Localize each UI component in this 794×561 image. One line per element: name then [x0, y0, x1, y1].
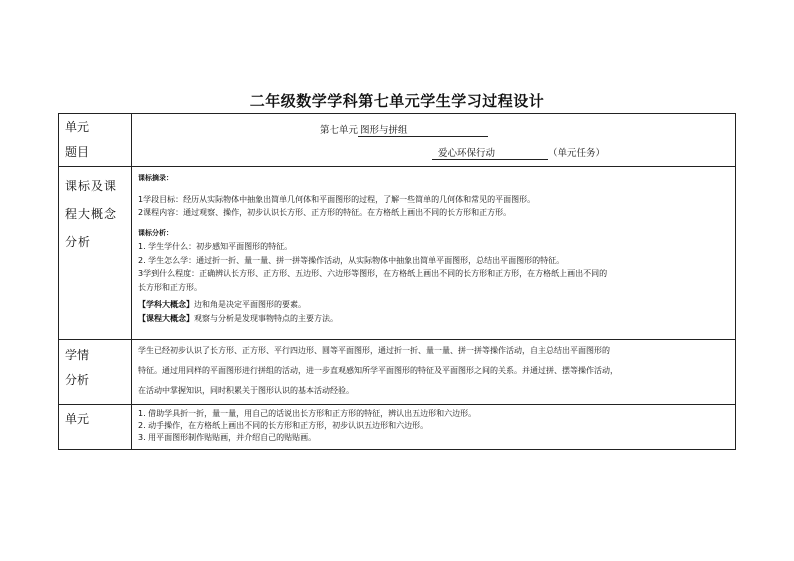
course-concept: [138, 312, 731, 326]
unit-label-line1: 单元: [65, 120, 90, 134]
unit-goals-label: [59, 405, 132, 450]
unit-goals-label-line1: 单元: [65, 412, 90, 426]
subject-concept-tag: 【学科大概念】: [138, 300, 194, 309]
analysis-item-1: 1. 学生学什么：初步感知平面图形的特征。: [138, 242, 293, 251]
unit-prefix: 第七单元: [320, 125, 359, 136]
standards-goal-1: 1学段目标：经历从实际物体中抽象出简单几何体和平面图形的过程，了解一些简单的几何体和常见的平面图形。: [138, 194, 536, 204]
unit-name-line: [320, 122, 488, 137]
analysis-item-2: 2. 学生怎么学：通过折一折、量一量、拼一拼等操作活动，从实际物体中抽象出简单平面图形，总结出平面图形的特征。: [138, 255, 565, 265]
unit-title-row: [59, 114, 736, 167]
curriculum-content: [132, 167, 736, 340]
situation-line-3: 在活动中掌握知识，同时积累关于图形认识的基本活动经验。: [138, 386, 354, 395]
situation-line-1: 学生已经初步认识了长方形、正方形、平行四边形、圆等平面图形，通过折一折、量一量、拼一拼等操作活动，自主总结出平面图形的: [138, 346, 610, 355]
situation-content: [132, 340, 736, 405]
unit-title-content: [132, 114, 736, 167]
course-concept-text: 观察与分析是发现事物特点的主要方法。: [194, 313, 338, 323]
analysis-heading: 课标分析：: [138, 228, 173, 237]
standards-heading: 课标摘录：: [138, 174, 173, 182]
situation-row: [59, 340, 736, 405]
subject-concept: [138, 298, 731, 312]
curriculum-label: [59, 167, 132, 340]
unit-goal-3: 3. 用平面图形制作贴贴画，并介绍自己的贴贴画。: [138, 433, 317, 442]
subject-concept-text: 边和角是决定平面图形的要素。: [194, 300, 306, 309]
unit-label-line2: 题目: [65, 145, 90, 159]
unit-goals-content: [132, 405, 736, 450]
unit-name: 图形与拼组: [358, 122, 488, 137]
unit-title-label: [59, 114, 132, 167]
design-table: [58, 113, 736, 450]
curriculum-row: [59, 167, 736, 340]
situation-line-2: 特征。通过用同样的平面图形进行拼组的活动，进一步直观感知所学平面图形的特征及平面图形之间的关系。并通过拼、摆等操作活动，: [138, 366, 618, 375]
situation-label: [59, 340, 132, 405]
unit-goal-1: 1. 借助学具折一折，量一量，用自己的话说出长方形和正方形的特征，辨认出五边形和六边形。: [138, 409, 477, 418]
standards-goal-2: 2课程内容：通过观察、操作，初步认识长方形、正方形的特征。在方格纸上画出不同的长方形和正方形。: [138, 208, 512, 217]
unit-goal-2: 2. 动手操作，在方格纸上画出不同的长方形和正方形，初步认识五边形和六边形。: [138, 421, 429, 430]
course-concept-tag: 【课程大概念】: [138, 313, 194, 323]
unit-goals-row: [59, 405, 736, 450]
curriculum-label-line3: 分析: [65, 235, 92, 249]
curriculum-label-line2: 程大概念: [65, 207, 118, 221]
unit-task-line: [432, 145, 605, 160]
analysis-item-3a: 3学到什么程度：正确辨认长方形、正方形、五边形、六边形等图形，在方格纸上画出不同的长方形和正方形，在方格纸上画出不同的: [138, 269, 608, 278]
unit-task-suffix: （单元任务）: [548, 148, 606, 159]
situation-label-line1: 学情: [65, 348, 90, 362]
unit-task-name: 爱心环保行动: [432, 145, 548, 160]
curriculum-label-line1: 课标及课: [65, 179, 118, 193]
situation-label-line2: 分析: [65, 373, 90, 387]
analysis-item-3b: 长方形和正方形。: [138, 282, 202, 292]
page-title: 二年级数学学科第七单元学生学习过程设计: [249, 92, 545, 110]
